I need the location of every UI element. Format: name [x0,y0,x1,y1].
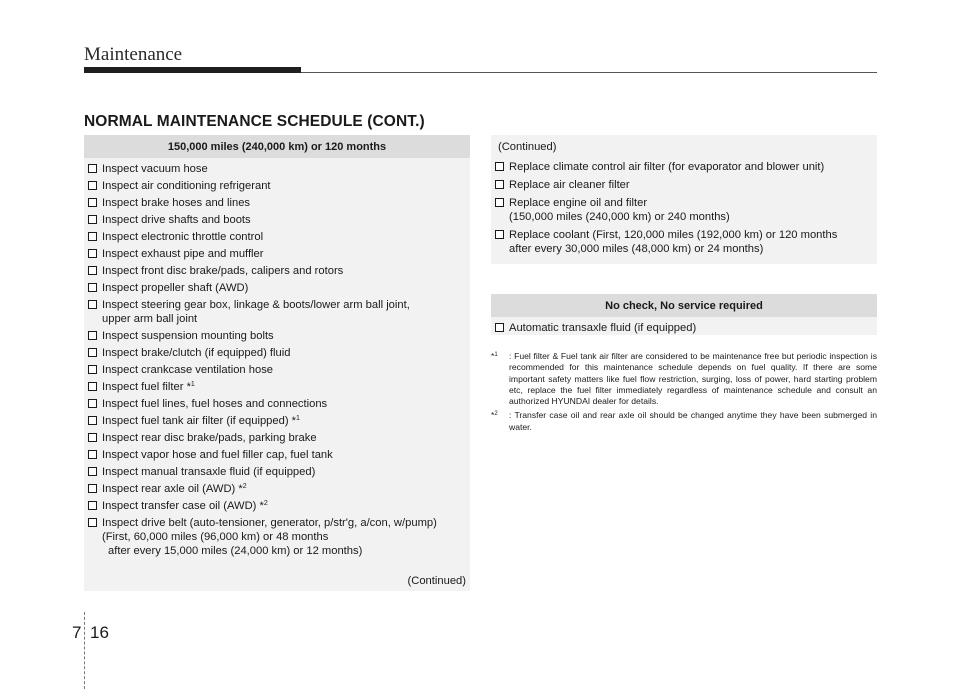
page-heading: NORMAL MAINTENANCE SCHEDULE (CONT.) [84,113,425,130]
checkbox-icon [495,323,504,332]
checkbox-icon [88,365,97,374]
list-item: Inspect vapor hose and fuel filler cap, fuel tank [84,448,470,462]
footer-divider [84,612,85,689]
checkbox-icon [88,433,97,442]
checkbox-icon [88,249,97,258]
checklist [84,162,470,561]
checkbox-icon [88,348,97,357]
list-item: Inspect manual transaxle fluid (if equipped) [84,465,470,479]
list-item: Inspect drive belt (auto-tensioner, generator, p/str'g, a/con, w/pump) (First, 60,000 miles (96,000 km) or 48 months after every 15,000 miles (24,000 km) or 12 months) [84,516,470,558]
list-item: Inspect fuel tank air filter (if equipped) *$^1$ [84,414,470,428]
chapter-number: 7 [72,623,82,642]
checkbox-icon [88,331,97,340]
checkbox-icon [88,416,97,425]
checklist [491,160,877,260]
checkbox-icon [88,399,97,408]
checkbox-icon [88,518,97,527]
checkbox-icon [88,467,97,476]
checklist [491,321,877,335]
checkbox-icon [88,501,97,510]
no-check-panel [491,294,877,335]
list-item: Inspect vacuum hose [84,162,470,176]
checkbox-icon [495,198,504,207]
list-item: Inspect fuel lines, fuel hoses and connections [84,397,470,411]
header-rule-thin [301,72,877,73]
footnote-ref: 2 [242,483,247,490]
panel-title: 150,000 miles (240,000 km) or 120 months [84,135,470,158]
list-item: Inspect air conditioning refrigerant [84,179,470,193]
list-item: Inspect drive shafts and boots [84,213,470,227]
list-item: Inspect electronic throttle control [84,230,470,244]
checkbox-icon [88,484,97,493]
schedule-continued-panel [491,135,877,264]
list-item: Replace engine oil and filter (150,000 miles (240,000 km) or 240 months) [491,196,877,224]
checkbox-icon [495,162,504,171]
list-item: Inspect transfer case oil (AWD) *$^2$ [84,499,470,513]
list-item: Replace air cleaner filter [491,178,877,192]
list-item: Inspect fuel filter *$^1$ [84,380,470,394]
schedule-150k-panel [84,135,470,591]
checkbox-icon [88,382,97,391]
list-item: Inspect suspension mounting bolts [84,329,470,343]
checkbox-icon [88,198,97,207]
checkbox-icon [88,215,97,224]
list-item: Replace coolant (First, 120,000 miles (192,000 km) or 120 months after every 30,000 miles (48,000 km) or 24 months) [491,228,877,256]
checkbox-icon [495,180,504,189]
checkbox-icon [88,164,97,173]
page-number: 16 [90,623,109,642]
footnotes [491,351,877,436]
checkbox-icon [88,181,97,190]
list-item: Automatic transaxle fluid (if equipped) [491,321,877,335]
header-rule-thick [84,67,301,73]
panel-title: No check, No service required [491,294,877,317]
list-item: Inspect front disc brake/pads, calipers and rotors [84,264,470,278]
list-item: Inspect exhaust pipe and muffler [84,247,470,261]
list-item: Inspect rear axle oil (AWD) *$^2$ [84,482,470,496]
footnote-ref: 1 [190,381,195,388]
list-item: Inspect crankcase ventilation hose [84,363,470,377]
continued-label: (Continued) [498,141,557,153]
list-item: Inspect steering gear box, linkage & boots/lower arm ball joint, upper arm ball joint [84,298,470,326]
continued-label: (Continued) [407,575,466,587]
checkbox-icon [88,283,97,292]
checkbox-icon [495,230,504,239]
checkbox-icon [88,300,97,309]
list-item: Inspect brake hoses and lines [84,196,470,210]
section-title: Maintenance [84,44,183,65]
checkbox-icon [88,232,97,241]
footnote-ref: 2 [263,500,268,507]
checkbox-icon [88,266,97,275]
footnote: *$^1$ : Fuel filter & Fuel tank air filter are considered to be maintenance free but periodic inspection is recommended for this maintenance schedule depends on fuel quality. If there are some important safety matters like fuel flow restriction, surging, loss of power, hard starting problem etc, replace the fuel filter immediately regardless of maintenance schedule and consult an authorized HYUNDAI dealer for details. [491,351,877,407]
footnote-ref: 1 [296,415,300,422]
list-item: Inspect rear disc brake/pads, parking brake [84,431,470,445]
footnote: *$^2$ : Transfer case oil and rear axle oil should be changed anytime they have been submerged in water. [491,410,877,432]
list-item: Inspect propeller shaft (AWD) [84,281,470,295]
list-item: Replace climate control air filter (for evaporator and blower unit) [491,160,877,174]
list-item: Inspect brake/clutch (if equipped) fluid [84,346,470,360]
checkbox-icon [88,450,97,459]
